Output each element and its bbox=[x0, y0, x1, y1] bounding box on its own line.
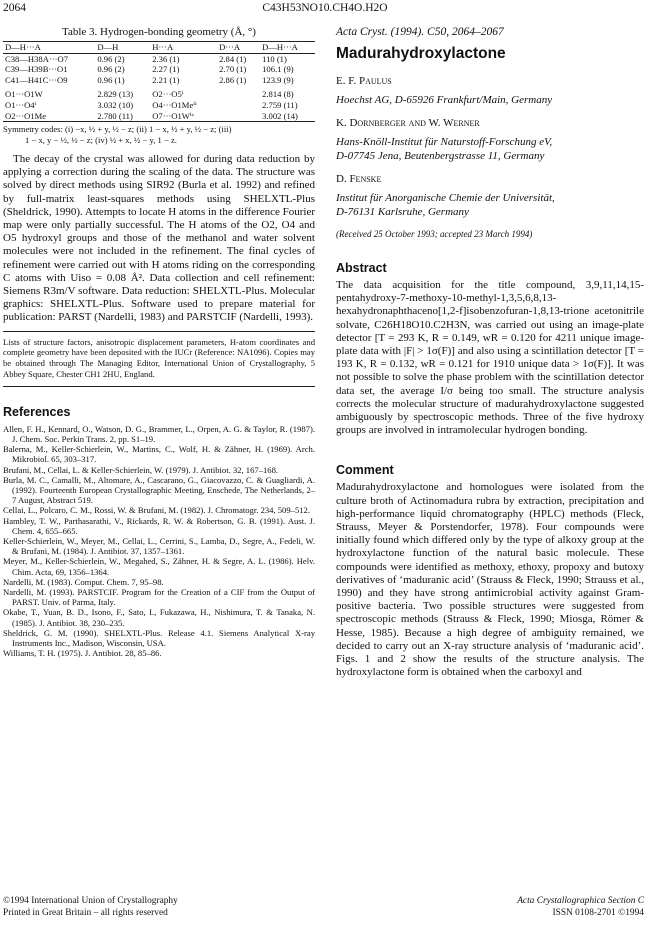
divider bbox=[3, 386, 315, 387]
table-cell bbox=[217, 89, 260, 100]
reference-item: Nardelli, M. (1983). Comput. Chem. 7, 95–98. bbox=[3, 576, 164, 587]
left-column bbox=[3, 26, 315, 658]
affiliation bbox=[336, 191, 644, 219]
reference-item: Keller-Schierlein, W., Meyer, M., Cellai, L., Cerrini, S., Lamba, D., Segre, A., Fedeli, W. & Brufani, M. (1984). J. Antibiot. 37, 1357–1361. bbox=[3, 536, 315, 557]
comment-heading: Comment bbox=[336, 463, 394, 478]
table-cell: 0.96 (2) bbox=[97, 64, 125, 75]
table-row bbox=[3, 111, 315, 122]
table-row bbox=[3, 53, 315, 64]
table-cell: O1···O1W bbox=[5, 89, 43, 100]
affiliation-line: Institut für Anorganische Chemie der Universität, bbox=[336, 192, 555, 204]
table-cell: 123.9 (9) bbox=[262, 74, 294, 85]
table-header: D···A bbox=[219, 42, 241, 52]
footer-copyright: ©1994 International Union of Crystallography bbox=[3, 896, 178, 906]
table-cell: C38—H38A···O7 bbox=[5, 53, 69, 64]
table-cell: 2.814 (8) bbox=[262, 89, 294, 100]
affiliation bbox=[336, 135, 644, 163]
author-line: K. Dornberger and W. Werner bbox=[336, 117, 480, 129]
reference-item: Burla, M. C., Camalli, M., Altomare, A., Cascarano, G., Giacovazzo, C. & Guagliardi, A. (1992). Fourteenth European Crystallographic Meeting, Enschede, The Netherlands, 2–7 August, Abstract 519. bbox=[3, 474, 315, 506]
author-line: E. F. Paulus bbox=[336, 75, 392, 87]
table-cell: 2.759 (11) bbox=[262, 99, 298, 110]
table-cell: 3.002 (14) bbox=[262, 110, 298, 121]
received-dates: (Received 25 October 1993; accepted 23 March 1994) bbox=[336, 229, 533, 239]
symmetry-codes bbox=[3, 124, 315, 145]
table-cell bbox=[217, 100, 260, 111]
table-cell: O2···O1Me bbox=[5, 110, 47, 121]
table-row bbox=[3, 100, 315, 111]
author-line: D. Fenske bbox=[336, 173, 382, 185]
table-row bbox=[3, 64, 315, 75]
table-cell: 2.70 (1) bbox=[219, 64, 247, 75]
page-number: 2064 bbox=[3, 2, 26, 14]
article-title: Madurahydroxylactone bbox=[336, 45, 506, 62]
table-cell: 2.27 (1) bbox=[152, 64, 180, 75]
table-cell: O2···O5ⁱ bbox=[152, 89, 184, 100]
affiliation-line: Hoechst AG, D-65926 Frankfurt/Main, Germany bbox=[336, 94, 553, 106]
experimental-paragraph: The decay of the crystal was allowed for during data reduction by applying a correction during the scaling of the data. The structure was solved by direct methods using SIR92 (Burla et al. 1992) and refined by full-matrix least-squares methods using SHELXTL-Plus (Sheldrick, 1990). Attempts to locate H atoms in the difference Fourier map were only partially successful. The H atoms of the O2, O4 and O5 hydroxyl groups and those of the methanol and water solvent molecules were not included in the refinement. The final cycles of refinement were carried out with H atoms riding on the corresponding C atoms with Uiso = 0.08 Å². Data collection and cell refinement: Siemens R3m/V software. Data reduction: SHELXTL-Plus. Molecular graphics: SHELXTL-Plus. Software used to prepare material for publication: PARST (Nardelli, 1983) and PARSTCIF (Nardelli, 1993). bbox=[3, 152, 315, 324]
reference-item: Okabe, T., Yuan, B. D., Isono, F., Sato, I., Fukazawa, H., Nishimura, T. & Tanaka, N. (1985). J. Antibiot. 38, 230–235. bbox=[3, 607, 315, 628]
right-column bbox=[336, 26, 644, 679]
table-cell: O1···O4ⁱ bbox=[5, 99, 37, 110]
references-list bbox=[3, 424, 315, 659]
table-cell: C39—H39B···O1 bbox=[5, 64, 68, 75]
table-cell: 3.032 (10) bbox=[97, 99, 134, 110]
running-head-formula: C43H53NO10.CH4O.H2O bbox=[262, 2, 388, 14]
table-row bbox=[3, 89, 315, 100]
table-cell: 2.780 (11) bbox=[97, 110, 133, 121]
table-cell: 2.84 (1) bbox=[219, 53, 247, 64]
abstract-text: The data acquisition for the title compound, 3,9,11,14,15-pentahydroxy-7-methoxy-10-methyl-1,3,5,6,8,13-hexahydronaphthaceno[1,2-f]isobenzofuran-1,8,13-trione acetonitrile solvate, C26H18O10.C2H3N, was carried out using an image-plate detector [T = 293 K, R = 0.149, wR = 0.120 for 4211 unique image-plate data with |F| > 1σ(F)] and also using a scintillation detector [T = 193 K, R = 0.132, wR = 0.121 for 1910 unique data > 1σ(F)]. It was not possible to solve the phase problem with the scintillation detector data set, the average I/σ being too small. The structure analysis corrects the molecular structure of madurahydroxylactone suggested ambiguously by spectroscopic methods. Three of the five hydroxy groups are involved in intramolecular hydrogen bonding. bbox=[336, 279, 644, 437]
affiliation-line: Hans-Knöll-Institut für Naturstoff-Forschung eV, bbox=[336, 136, 553, 148]
table-header-row bbox=[3, 42, 315, 54]
abstract-heading: Abstract bbox=[336, 261, 387, 275]
reference-item: Sheldrick, G. M. (1990). SHELXTL-Plus. Release 4.1. Siemens Analytical X-ray Instruments Inc., Madison, Wisconsin, USA. bbox=[3, 627, 315, 649]
table-cell: 0.96 (1) bbox=[97, 74, 125, 85]
table-row bbox=[3, 75, 315, 86]
reference-item: Hambley, T. W., Parthasarathi, V., Rickards, R. W. & Robertson, G. B. (1991). Aust. J. Chem. 4, 655–665. bbox=[3, 515, 315, 536]
table-cell: 2.36 (1) bbox=[152, 53, 180, 64]
references-heading: References bbox=[3, 404, 71, 419]
reference-item: Brufani, M., Cellai, L. & Keller-Schierlein, W. (1979). J. Antibiot. 32, 167–168. bbox=[3, 464, 279, 475]
deposition-note: Lists of structure factors, anisotropic displacement parameters, H-atom coordinates and complete geometry have been deposited with the IUCr (Reference: NA1096). Copies may be obtained through The Managing Editor, International Union of Crystallography, 5 Abbey Square, Chester CH1 2HU, England. bbox=[3, 336, 315, 379]
affiliation-line: D-76131 Karlsruhe, Germany bbox=[336, 206, 469, 218]
symmetry-codes-line: 1 − x, y − ½, ½ − z; (iv) ½ + x, ½ − y, 1 − z. bbox=[25, 134, 177, 145]
table-body-1 bbox=[3, 53, 315, 89]
table-header: D—H···A bbox=[262, 42, 298, 52]
divider bbox=[3, 331, 315, 332]
table-cell: O7···O1Wⁱᵛ bbox=[152, 110, 195, 121]
reference-item: Allen, F. H., Kennard, O., Watson, D. G., Brammer, L., Orpen, A. G. & Taylor, R. (1987). J. Chem. Soc. Perkin Trans. 2, pp. S1–19. bbox=[3, 423, 315, 444]
table-cell: C41—H41C···O9 bbox=[5, 74, 68, 85]
table-cell: 2.86 (1) bbox=[219, 74, 247, 85]
journal-reference: Acta Cryst. (1994). C50, 2064–2067 bbox=[336, 26, 504, 38]
reference-item: Williams, T. H. (1975). J. Antibiot. 28, 85–86. bbox=[3, 648, 162, 659]
table-body-2 bbox=[3, 89, 315, 121]
reference-item: Cellai, L., Polcaro, C. M., Rossi, W. & Brufani, M. (1982). J. Chromatogr. 234, 509–512. bbox=[3, 505, 310, 516]
footer-printed: Printed in Great Britain – all rights reserved bbox=[3, 907, 168, 918]
footer-left bbox=[3, 896, 178, 919]
table-cell: 2.829 (13) bbox=[97, 89, 134, 100]
table-header: D—H bbox=[97, 42, 119, 52]
reference-item: Balerna, M., Keller-Schierlein, W., Martins, C., Wolf, H. & Zähner, H. (1969). Arch. Mikrobiol. 65, 303–317. bbox=[3, 444, 315, 465]
footer-issn: ISSN 0108-2701 ©1994 bbox=[552, 907, 644, 918]
table-cell: 106.1 (9) bbox=[262, 64, 294, 75]
symmetry-codes-line: Symmetry codes: (i) −x, ½ + y, ½ − z; (ii) 1 − x, ½ + y, ½ − z; (iii) bbox=[3, 124, 232, 135]
table-cell: O4···O1Meⁱⁱ bbox=[152, 99, 197, 110]
footer-journal: Acta Crystallographica Section C bbox=[517, 896, 644, 906]
affiliation bbox=[336, 93, 644, 107]
footer-right bbox=[517, 896, 644, 919]
table-title: Table 3. Hydrogen-bonding geometry (Å, °) bbox=[62, 26, 256, 38]
table-cell: 2.21 (1) bbox=[152, 74, 180, 85]
table-cell: 0.96 (2) bbox=[97, 53, 125, 64]
comment-text: Madurahydroxylactone and homologues were isolated from the culture broth of Actinomadura rubra by extraction, precipitation and high-performance liquid chromatography (HPLC) methods (Fleck, Strauss, Meyer & Porstendorfer, 1978). Four compounds were initially found which differed only by the type of alkoxy group at the hydroxylactone function of the natural basic molecule. These compounds were identified as methoxy, ethoxy, propoxy and butoxy derivatives of ‘maduranic acid’ (Strauss & Fleck, 1990; Strauss et al., 1990) and they have strong antimicrobial activity against Gram-positive bacteria. Two possible structures were suggested from spectroscopic methods (Strauss & Fleck, 1990; Miosga, Römer & Hesse, 1985). Because a high degree of ambiguity remained, we decided to carry out an X-ray structure analysis of ‘maduranic acid’. Figs. 1 and 2 show the results of the structure analysis. The hydroxylactone form is obtained when the carboxyl and bbox=[336, 481, 644, 679]
table-cell bbox=[217, 111, 260, 122]
hbond-table bbox=[3, 41, 315, 122]
table-header: H···A bbox=[152, 42, 174, 52]
affiliation-line: D-07745 Jena, Beutenbergstrasse 11, Germany bbox=[336, 150, 545, 162]
table-cell: 110 (1) bbox=[262, 53, 287, 64]
reference-item: Meyer, M., Keller-Schierlein, W., Megahed, S., Zähner, H. & Segre, A. L. (1986). Helv. Chim. Acta, 69, 1356–1364. bbox=[3, 556, 315, 577]
table-header: D—H···A bbox=[5, 42, 41, 52]
reference-item: Nardelli, M. (1993). PARSTCIF. Program for the Creation of a CIF from the Output of PARST. Univ. of Parma, Italy. bbox=[3, 587, 315, 608]
